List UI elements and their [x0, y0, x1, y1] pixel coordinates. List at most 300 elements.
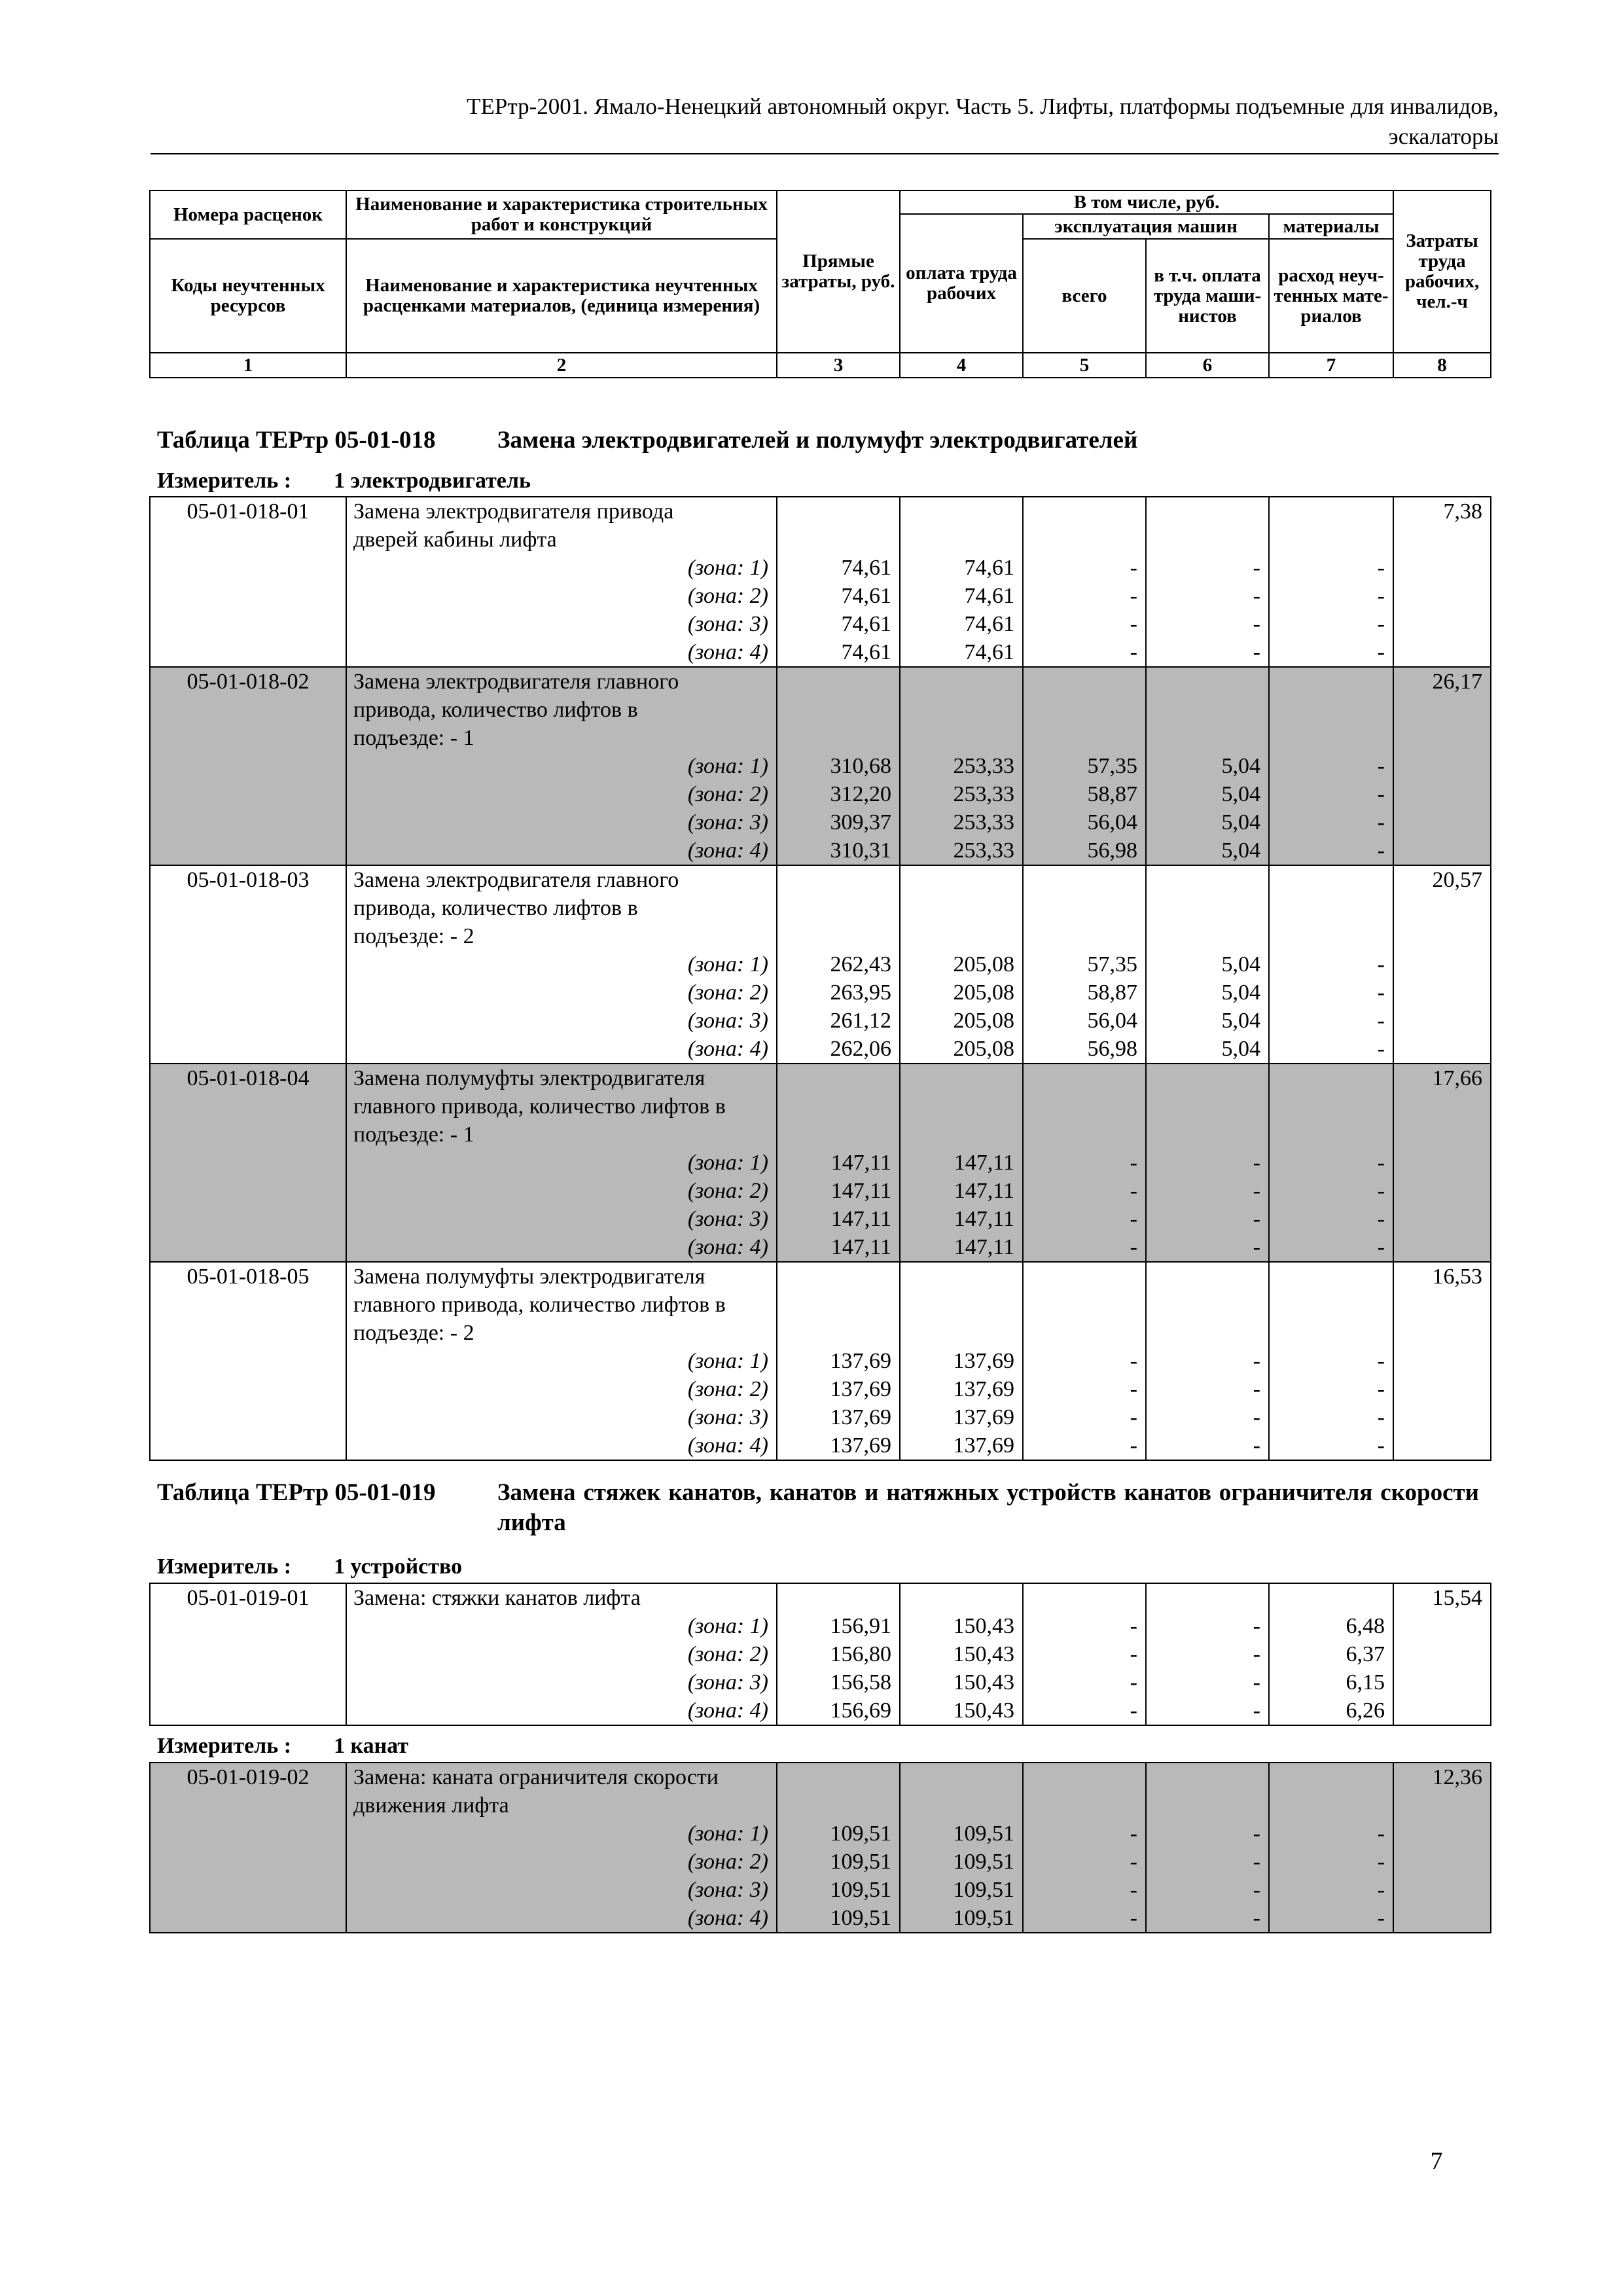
empty-cell	[150, 554, 346, 582]
empty-cell	[1269, 1319, 1393, 1347]
empty-cell	[150, 1177, 346, 1205]
zone-row	[150, 752, 1491, 780]
machine-total: -	[1023, 1668, 1146, 1696]
labor-pay: 74,61	[900, 554, 1023, 582]
empty-cell	[150, 610, 346, 638]
rate-code: 05-01-018-01	[150, 497, 346, 526]
column-number: 2	[346, 353, 777, 378]
labor-pay: 137,69	[900, 1347, 1023, 1375]
zone-label: (зона: 3)	[346, 1205, 777, 1233]
direct-costs: 74,61	[777, 610, 900, 638]
empty-cell	[1146, 1262, 1269, 1291]
empty-cell	[150, 1291, 346, 1319]
empty-cell	[900, 1092, 1023, 1121]
zone-row	[150, 1403, 1491, 1431]
machinist-pay: -	[1146, 1612, 1269, 1640]
empty-cell	[1269, 526, 1393, 554]
direct-costs: 137,69	[777, 1375, 900, 1403]
empty-cell	[900, 1791, 1023, 1820]
empty-cell	[1393, 1820, 1491, 1848]
empty-cell	[1269, 1121, 1393, 1149]
machine-total: -	[1023, 638, 1146, 667]
direct-costs: 137,69	[777, 1347, 900, 1375]
zone-label: (зона: 4)	[346, 1904, 777, 1933]
empty-cell	[1393, 1848, 1491, 1876]
work-name-line: подъезде: - 1	[346, 1121, 777, 1149]
zone-label: (зона: 3)	[346, 1876, 777, 1904]
empty-cell	[777, 1291, 900, 1319]
machine-total: -	[1023, 1205, 1146, 1233]
empty-cell	[150, 1876, 346, 1904]
zone-label: (зона: 1)	[346, 1820, 777, 1848]
zone-row	[150, 1233, 1491, 1262]
section-title	[157, 425, 1479, 456]
work-name-line: подъезде: - 1	[346, 724, 777, 752]
machine-total: 56,04	[1023, 808, 1146, 836]
empty-cell	[1023, 865, 1146, 894]
column-number: 8	[1393, 353, 1491, 378]
empty-cell	[150, 1403, 346, 1431]
zone-row	[150, 780, 1491, 808]
empty-cell	[1023, 1763, 1146, 1791]
column-number: 1	[150, 353, 346, 378]
machinist-pay: -	[1146, 582, 1269, 610]
empty-cell	[1269, 1092, 1393, 1121]
empty-cell	[150, 582, 346, 610]
empty-cell	[1393, 1121, 1491, 1149]
empty-cell	[1393, 1431, 1491, 1460]
machine-total: 58,87	[1023, 978, 1146, 1007]
materials-cost: -	[1269, 836, 1393, 865]
direct-costs: 262,06	[777, 1035, 900, 1064]
empty-cell	[1393, 1233, 1491, 1262]
empty-cell	[900, 724, 1023, 752]
machinist-pay: -	[1146, 1205, 1269, 1233]
work-name-line: подъезде: - 2	[346, 1319, 777, 1347]
machine-total-header: всего	[1023, 239, 1146, 353]
machine-total: -	[1023, 1403, 1146, 1431]
work-name-line: подъезде: - 2	[346, 922, 777, 950]
direct-costs: 147,11	[777, 1233, 900, 1262]
direct-costs: 156,69	[777, 1696, 900, 1725]
section-code: Таблица ТЕРтр 05-01-018	[157, 427, 436, 454]
empty-cell	[1023, 497, 1146, 526]
labor-costs: 16,53	[1393, 1262, 1491, 1291]
zone-row	[150, 1876, 1491, 1904]
labor-pay: 205,08	[900, 1007, 1023, 1035]
empty-cell	[1393, 950, 1491, 978]
empty-cell	[1269, 1583, 1393, 1612]
labor-pay: 150,43	[900, 1668, 1023, 1696]
materials-cost: -	[1269, 1347, 1393, 1375]
direct-costs: 147,11	[777, 1177, 900, 1205]
labor-pay: 150,43	[900, 1612, 1023, 1640]
column-number: 6	[1146, 353, 1269, 378]
empty-cell	[150, 1904, 346, 1933]
machine-total: -	[1023, 1375, 1146, 1403]
machine-total: -	[1023, 1820, 1146, 1848]
machinist-pay: 5,04	[1146, 950, 1269, 978]
machine-total: -	[1023, 1177, 1146, 1205]
empty-cell	[1023, 894, 1146, 922]
empty-cell	[1023, 526, 1146, 554]
direct-costs: 262,43	[777, 950, 900, 978]
machine-total: -	[1023, 1904, 1146, 1933]
empty-cell	[150, 526, 346, 554]
empty-cell	[1023, 1064, 1146, 1092]
machine-total: 56,98	[1023, 836, 1146, 865]
empty-cell	[1269, 667, 1393, 696]
materials-header: материалы	[1269, 214, 1393, 239]
zone-label: (зона: 1)	[346, 752, 777, 780]
rate-item	[150, 667, 1491, 865]
zone-row	[150, 1848, 1491, 1876]
machinist-pay: -	[1146, 610, 1269, 638]
material-names-header: Наименование и характеристика неучтенных расценками материалов, (единица измерения)	[346, 239, 777, 353]
machinist-pay: -	[1146, 1431, 1269, 1460]
empty-cell	[777, 894, 900, 922]
empty-cell	[1023, 1583, 1146, 1612]
empty-cell	[1146, 1291, 1269, 1319]
empty-cell	[150, 978, 346, 1007]
zone-label: (зона: 2)	[346, 1375, 777, 1403]
section-name: Замена электродвигателей и полумуфт электродвигателей	[497, 427, 1138, 454]
empty-cell	[150, 1431, 346, 1460]
zone-row	[150, 1612, 1491, 1640]
zone-label: (зона: 4)	[346, 1431, 777, 1460]
zone-label: (зона: 4)	[346, 638, 777, 667]
empty-cell	[1393, 1177, 1491, 1205]
machine-total: -	[1023, 1431, 1146, 1460]
materials-cost: -	[1269, 808, 1393, 836]
empty-cell	[900, 1763, 1023, 1791]
machine-total: 58,87	[1023, 780, 1146, 808]
rate-title-row	[150, 1121, 1491, 1149]
resource-codes-header: Коды неучтенных ресурсов	[150, 239, 346, 353]
zone-row	[150, 610, 1491, 638]
zone-row	[150, 1668, 1491, 1696]
empty-cell	[900, 497, 1023, 526]
empty-cell	[1393, 894, 1491, 922]
measure-label: Измеритель :	[157, 1734, 292, 1758]
work-name-line: движения лифта	[346, 1791, 777, 1820]
work-name-line: Замена электродвигателя главного	[346, 667, 777, 696]
empty-cell	[777, 922, 900, 950]
labor-pay: 109,51	[900, 1876, 1023, 1904]
machinist-pay: -	[1146, 1403, 1269, 1431]
rate-item	[150, 865, 1491, 1064]
empty-cell	[1146, 1064, 1269, 1092]
direct-costs: 109,51	[777, 1904, 900, 1933]
empty-cell	[1269, 724, 1393, 752]
empty-cell	[1393, 1205, 1491, 1233]
empty-cell	[1023, 1262, 1146, 1291]
empty-cell	[1393, 724, 1491, 752]
empty-cell	[1023, 922, 1146, 950]
empty-cell	[1146, 1121, 1269, 1149]
labor-pay: 253,33	[900, 780, 1023, 808]
rate-item	[150, 497, 1491, 667]
zone-row	[150, 808, 1491, 836]
zone-row	[150, 836, 1491, 865]
machinist-pay: -	[1146, 554, 1269, 582]
machinist-pay: -	[1146, 1233, 1269, 1262]
empty-cell	[777, 724, 900, 752]
measure-label: Измеритель :	[157, 469, 292, 493]
zone-label: (зона: 2)	[346, 582, 777, 610]
empty-cell	[1393, 1876, 1491, 1904]
materials-cost: -	[1269, 1876, 1393, 1904]
empty-cell	[1146, 696, 1269, 724]
zone-label: (зона: 4)	[346, 1696, 777, 1725]
direct-costs: 310,31	[777, 836, 900, 865]
work-name-line: Замена полумуфты электродвигателя	[346, 1064, 777, 1092]
machinist-pay: 5,04	[1146, 836, 1269, 865]
empty-cell	[900, 1291, 1023, 1319]
column-number: 4	[900, 353, 1023, 378]
unaccounted-materials-header: расход неуч-тенных мате-риалов	[1269, 239, 1393, 353]
materials-cost: -	[1269, 978, 1393, 1007]
empty-cell	[150, 1848, 346, 1876]
zone-row	[150, 1820, 1491, 1848]
labor-pay: 253,33	[900, 836, 1023, 865]
empty-cell	[1023, 1121, 1146, 1149]
materials-cost: 6,48	[1269, 1612, 1393, 1640]
machinist-pay: -	[1146, 1640, 1269, 1668]
empty-cell	[1269, 922, 1393, 950]
rate-title-row	[150, 1763, 1491, 1791]
rate-code: 05-01-018-04	[150, 1064, 346, 1092]
machinist-pay: 5,04	[1146, 1007, 1269, 1035]
empty-cell	[1269, 696, 1393, 724]
work-name-line: привода, количество лифтов в	[346, 696, 777, 724]
machinist-pay: -	[1146, 1820, 1269, 1848]
rate-title-row	[150, 1791, 1491, 1820]
labor-pay: 147,11	[900, 1205, 1023, 1233]
empty-cell	[777, 1121, 900, 1149]
empty-cell	[1393, 1007, 1491, 1035]
direct-costs: 310,68	[777, 752, 900, 780]
machine-total: -	[1023, 1612, 1146, 1640]
zone-label: (зона: 3)	[346, 1668, 777, 1696]
empty-cell	[900, 667, 1023, 696]
direct-costs: 137,69	[777, 1403, 900, 1431]
empty-cell	[1393, 808, 1491, 836]
empty-cell	[900, 1583, 1023, 1612]
rate-title-row	[150, 526, 1491, 554]
machinist-pay: -	[1146, 1876, 1269, 1904]
labor-pay: 109,51	[900, 1904, 1023, 1933]
rate-code: 05-01-019-02	[150, 1763, 346, 1791]
direct-costs: 309,37	[777, 808, 900, 836]
zone-row	[150, 638, 1491, 667]
empty-cell	[900, 1064, 1023, 1092]
empty-cell	[150, 1319, 346, 1347]
empty-cell	[1393, 1291, 1491, 1319]
empty-cell	[1146, 1583, 1269, 1612]
work-name-line: привода, количество лифтов в	[346, 894, 777, 922]
zone-row	[150, 1375, 1491, 1403]
zone-label: (зона: 1)	[346, 1612, 777, 1640]
empty-cell	[150, 780, 346, 808]
including-header: В том числе, руб.	[900, 190, 1393, 214]
labor-costs: 26,17	[1393, 667, 1491, 696]
machine-total: -	[1023, 1149, 1146, 1177]
empty-cell	[150, 696, 346, 724]
empty-cell	[150, 1092, 346, 1121]
materials-cost: -	[1269, 950, 1393, 978]
empty-cell	[1393, 1668, 1491, 1696]
machinist-pay: 5,04	[1146, 978, 1269, 1007]
page-number: 7	[1430, 2147, 1443, 2175]
rates-table	[149, 1762, 1491, 1933]
work-name-line: Замена: стяжки канатов лифта	[346, 1583, 777, 1612]
materials-cost: -	[1269, 1403, 1393, 1431]
machinist-pay: -	[1146, 1904, 1269, 1933]
measure-value: 1 устройство	[334, 1554, 463, 1579]
zone-label: (зона: 3)	[346, 808, 777, 836]
zone-row	[150, 1177, 1491, 1205]
materials-cost: -	[1269, 1233, 1393, 1262]
rate-title-row	[150, 497, 1491, 526]
machinist-pay: -	[1146, 1696, 1269, 1725]
machinist-pay: -	[1146, 1347, 1269, 1375]
rate-title-row	[150, 724, 1491, 752]
labor-costs-header: Затраты труда рабочих, чел.-ч	[1393, 190, 1491, 353]
labor-pay: 147,11	[900, 1177, 1023, 1205]
materials-cost: 6,37	[1269, 1640, 1393, 1668]
empty-cell	[1146, 724, 1269, 752]
empty-cell	[777, 1763, 900, 1791]
materials-cost: 6,26	[1269, 1696, 1393, 1725]
labor-pay: 253,33	[900, 752, 1023, 780]
machine-total: -	[1023, 1696, 1146, 1725]
zone-label: (зона: 4)	[346, 1233, 777, 1262]
measure-label: Измеритель :	[157, 1554, 292, 1579]
empty-cell	[777, 497, 900, 526]
empty-cell	[900, 696, 1023, 724]
materials-cost: -	[1269, 1375, 1393, 1403]
empty-cell	[1393, 1149, 1491, 1177]
machinist-pay-header: в т.ч. оплата труда маши-нистов	[1146, 239, 1269, 353]
empty-cell	[1146, 922, 1269, 950]
direct-costs: 109,51	[777, 1848, 900, 1876]
zone-label: (зона: 2)	[346, 780, 777, 808]
materials-cost: 6,15	[1269, 1668, 1393, 1696]
empty-cell	[1146, 1092, 1269, 1121]
labor-pay: 205,08	[900, 1035, 1023, 1064]
rate-title-row	[150, 1583, 1491, 1612]
empty-cell	[900, 894, 1023, 922]
zone-row	[150, 1640, 1491, 1668]
empty-cell	[1023, 1319, 1146, 1347]
empty-cell	[150, 1007, 346, 1035]
empty-cell	[1269, 1064, 1393, 1092]
rates-table	[149, 1583, 1491, 1726]
direct-costs: 156,80	[777, 1640, 900, 1668]
rate-title-row	[150, 1262, 1491, 1291]
labor-pay: 253,33	[900, 808, 1023, 836]
materials-cost: -	[1269, 1904, 1393, 1933]
materials-cost: -	[1269, 1848, 1393, 1876]
labor-pay: 147,11	[900, 1149, 1023, 1177]
labor-pay: 137,69	[900, 1403, 1023, 1431]
empty-cell	[1146, 865, 1269, 894]
section-name: Замена стяжек канатов, канатов и натяжных устройств канатов ограничителя скорости лифта	[497, 1479, 1479, 1536]
empty-cell	[1393, 610, 1491, 638]
section-title	[157, 1478, 1479, 1538]
empty-cell	[1269, 1791, 1393, 1820]
empty-cell	[150, 1149, 346, 1177]
rate-code: 05-01-018-03	[150, 865, 346, 894]
empty-cell	[1393, 1319, 1491, 1347]
empty-cell	[150, 1035, 346, 1064]
machinist-pay: 5,04	[1146, 1035, 1269, 1064]
direct-costs: 261,12	[777, 1007, 900, 1035]
materials-cost: -	[1269, 1007, 1393, 1035]
machinist-pay: -	[1146, 1848, 1269, 1876]
empty-cell	[1146, 667, 1269, 696]
empty-cell	[150, 1121, 346, 1149]
empty-cell	[1393, 1403, 1491, 1431]
labor-costs: 17,66	[1393, 1064, 1491, 1092]
work-name-line: Замена полумуфты электродвигателя	[346, 1262, 777, 1291]
labor-pay: 205,08	[900, 978, 1023, 1007]
column-number: 5	[1023, 353, 1146, 378]
zone-label: (зона: 2)	[346, 978, 777, 1007]
empty-cell	[1269, 1262, 1393, 1291]
labor-pay: 150,43	[900, 1640, 1023, 1668]
materials-cost: -	[1269, 610, 1393, 638]
column-numbers-row	[150, 353, 1491, 378]
empty-cell	[900, 922, 1023, 950]
measure-line	[157, 1554, 462, 1580]
empty-cell	[777, 1262, 900, 1291]
labor-costs: 20,57	[1393, 865, 1491, 894]
empty-cell	[1146, 497, 1269, 526]
rate-code: 05-01-018-05	[150, 1262, 346, 1291]
empty-cell	[1393, 696, 1491, 724]
empty-cell	[1393, 922, 1491, 950]
empty-cell	[150, 1612, 346, 1640]
empty-cell	[1146, 1763, 1269, 1791]
empty-cell	[1393, 780, 1491, 808]
zone-row	[150, 1149, 1491, 1177]
empty-cell	[150, 1696, 346, 1725]
rate-title-row	[150, 1291, 1491, 1319]
labor-costs: 15,54	[1393, 1583, 1491, 1612]
work-name-line: Замена: каната ограничителя скорости	[346, 1763, 777, 1791]
direct-costs: 74,61	[777, 554, 900, 582]
empty-cell	[777, 1092, 900, 1121]
rate-item	[150, 1763, 1491, 1933]
page-header	[151, 92, 1499, 154]
rate-title-row	[150, 1092, 1491, 1121]
work-name-line: Замена электродвигателя главного	[346, 865, 777, 894]
labor-pay: 205,08	[900, 950, 1023, 978]
empty-cell	[777, 1319, 900, 1347]
rate-title-row	[150, 667, 1491, 696]
machine-total: 56,98	[1023, 1035, 1146, 1064]
empty-cell	[150, 836, 346, 865]
empty-cell	[1393, 554, 1491, 582]
header-line-2: эскалаторы	[1388, 124, 1499, 149]
materials-cost: -	[1269, 1431, 1393, 1460]
labor-costs: 7,38	[1393, 497, 1491, 526]
direct-costs: 109,51	[777, 1820, 900, 1848]
empty-cell	[150, 1791, 346, 1820]
zone-row	[150, 1696, 1491, 1725]
